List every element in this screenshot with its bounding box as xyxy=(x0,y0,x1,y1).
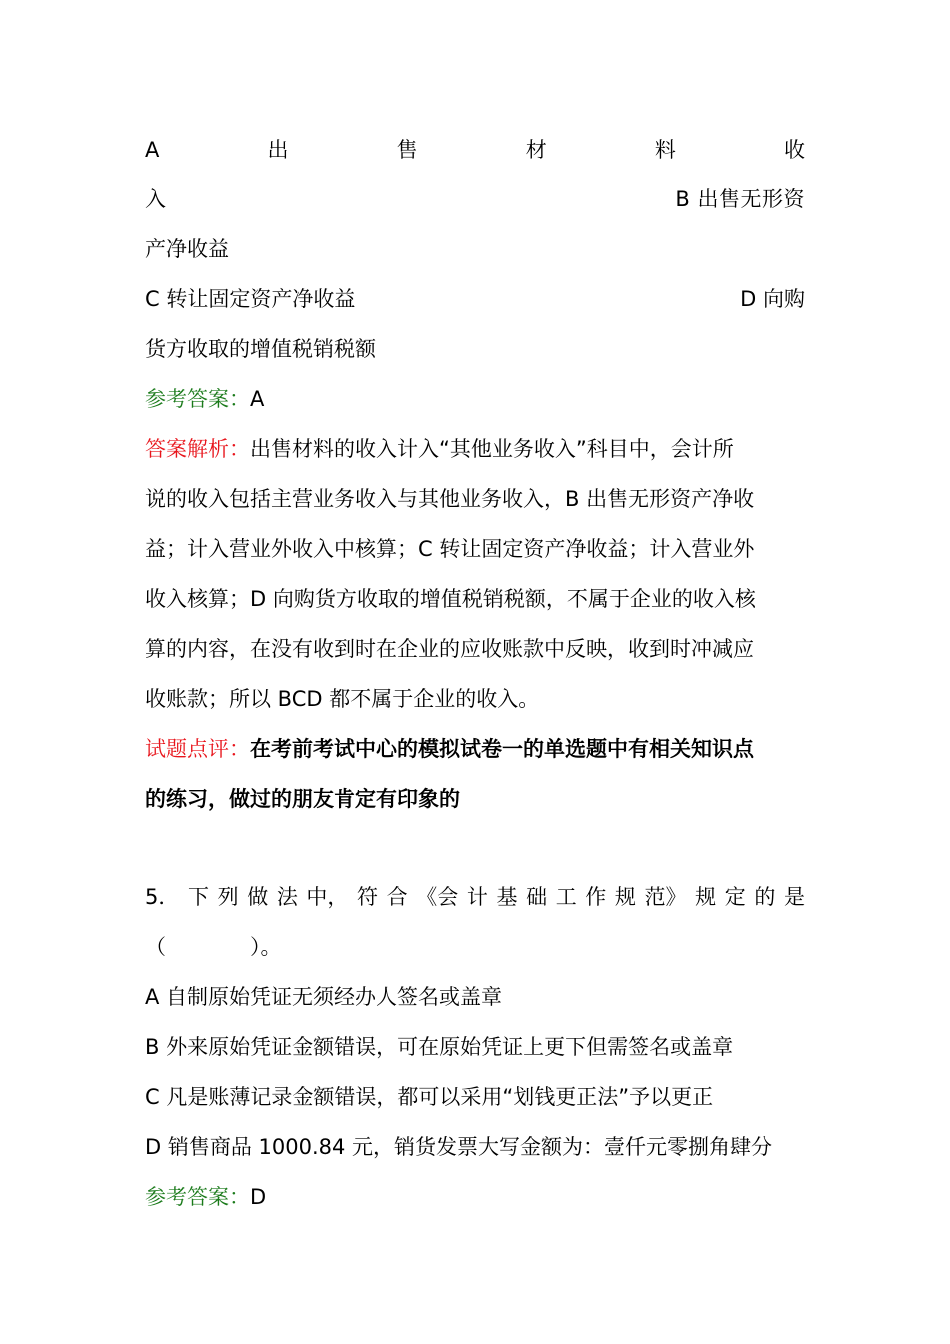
q5-question-char: 基 xyxy=(496,885,518,909)
answer-value: D xyxy=(250,1185,267,1209)
q5-question-char: 法 xyxy=(276,885,298,909)
q4-option-a-char: 料 xyxy=(654,138,676,162)
q5-option-b: B 外来原始凭证金额错误，可在原始凭证上更下但需签名或盖章 xyxy=(145,1035,734,1059)
q5-question-char: 规 xyxy=(695,885,717,909)
q5-question-char: 合 xyxy=(386,885,408,909)
q4-option-a-char: 收 xyxy=(784,138,805,162)
q4-option-b-continuation: 产净收益 xyxy=(145,237,229,261)
q4-answer xyxy=(145,382,805,416)
comment-label: 试题点评： xyxy=(145,737,250,761)
q4-option-c: C 转让固定资产净收益 xyxy=(145,287,356,311)
q4-option-a-continuation: 入 xyxy=(145,187,166,211)
q4-analysis-line: 收入核算；D 向购货方收取的增值税销税额，不属于企业的收入核 xyxy=(145,587,756,611)
q5-option-a: A 自制原始凭证无须经办人签名或盖章 xyxy=(145,985,503,1009)
q5-question-char: 中， xyxy=(306,885,349,909)
q5-question-char: 符 xyxy=(357,885,379,909)
q5-question-char: 规 xyxy=(614,885,636,909)
q5-question-char: 5． xyxy=(145,885,180,909)
analysis-label: 答案解析： xyxy=(145,437,250,461)
q5-question-char: 工 xyxy=(555,885,577,909)
q5-question-char: 础 xyxy=(526,885,548,909)
q5-question-char: 是 xyxy=(783,885,805,909)
answer-value: A xyxy=(250,387,265,411)
q5-answer xyxy=(145,1180,805,1214)
answer-label: 参考答案： xyxy=(145,387,250,411)
q4-option-row xyxy=(145,182,805,216)
q5-option-d: D 销售商品 1000.84 元，销货发票大写金额为：壹仟元零捌角肆分 xyxy=(145,1135,773,1159)
q5-question-char: 做 xyxy=(247,885,269,909)
q4-analysis-line xyxy=(145,432,805,466)
q4-option-a-char: 材 xyxy=(525,138,547,162)
q4-option-a-char: A xyxy=(145,138,160,162)
q5-question-char: 定 xyxy=(724,885,746,909)
q4-comment-line xyxy=(145,732,805,766)
q4-option-a xyxy=(145,133,805,167)
q5-question-char: 列 xyxy=(217,885,239,909)
q4-option-row xyxy=(145,282,805,316)
q4-analysis-line: 收账款；所以 BCD 都不属于企业的收入。 xyxy=(145,687,540,711)
q4-option-b-start: B 出售无形资 xyxy=(675,187,805,211)
comment-text: 在考前考试中心的模拟试卷一的单选题中有相关知识点 xyxy=(250,737,754,761)
q4-analysis-line: 说的收入包括主营业务收入与其他业务收入，B 出售无形资产净收 xyxy=(145,487,755,511)
q4-option-a-char: 出 xyxy=(267,138,289,162)
q5-question-char: 的 xyxy=(754,885,776,909)
q5-question-char: 计 xyxy=(466,885,488,909)
q5-question xyxy=(145,880,805,914)
q4-analysis-line: 益；计入营业外收入中核算；C 转让固定资产净收益；计入营业外 xyxy=(145,537,755,561)
q4-option-a-char: 售 xyxy=(396,138,418,162)
analysis-text: 出售材料的收入计入“其他业务收入”科目中，会计所 xyxy=(250,437,734,461)
q5-option-c: C 凡是账薄记录金额错误，都可以采用“划钱更正法”予以更正 xyxy=(145,1085,714,1109)
q4-option-d-start: D 向购 xyxy=(740,287,805,311)
q4-analysis-line: 算的内容，在没有收到时在企业的应收账款中反映，收到时冲减应 xyxy=(145,637,754,661)
q4-comment-line: 的练习，做过的朋友肯定有印象的 xyxy=(145,787,460,811)
q4-option-d-continuation: 货方收取的增值税销税额 xyxy=(145,337,376,361)
q5-question-char: 作 xyxy=(585,885,607,909)
answer-label: 参考答案： xyxy=(145,1185,250,1209)
q5-question-continuation: （ ）。 xyxy=(145,935,282,959)
q5-question-char: 下 xyxy=(187,885,209,909)
q5-question-char: 范》 xyxy=(644,885,687,909)
q5-question-char: 《会 xyxy=(416,885,459,909)
